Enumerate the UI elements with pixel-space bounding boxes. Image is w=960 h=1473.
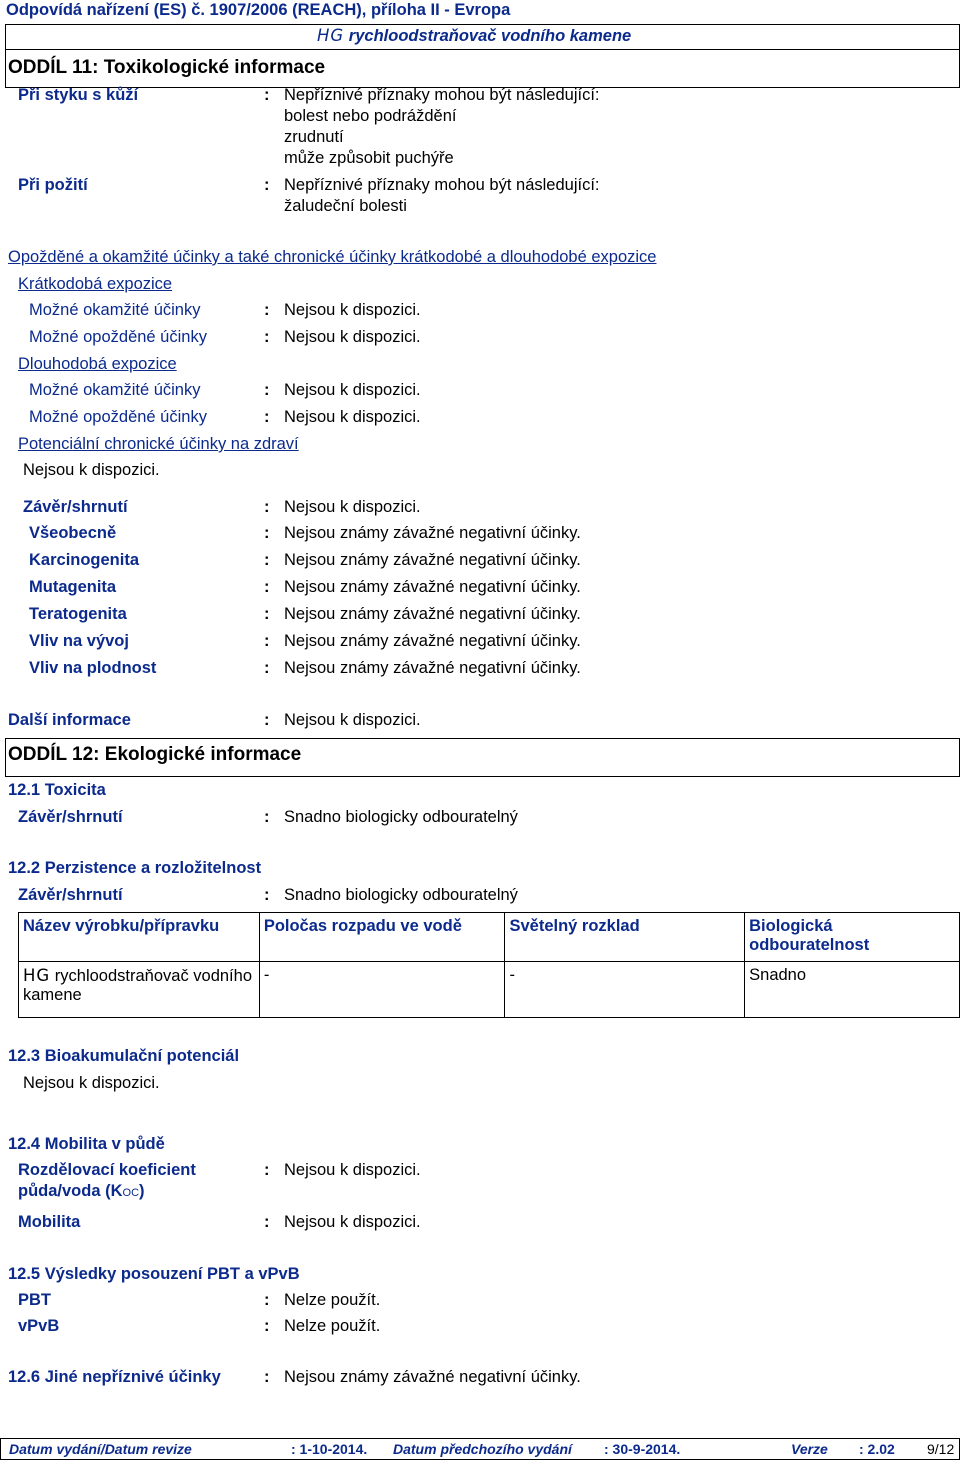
issue-date-label: Datum vydání/Datum revize <box>9 1441 192 1457</box>
persistence-heading: 12.2 Perzistence a rozložitelnost <box>8 859 262 877</box>
skin-line-1: Nepříznivé příznaky mohou být následující: <box>284 86 600 104</box>
colon: : <box>264 1213 270 1231</box>
ingestion-line-2: žaludeční bolesti <box>284 197 407 215</box>
hg-logo-mark: HG <box>317 26 345 45</box>
koc-label-line2 <box>18 1182 145 1201</box>
header-divider <box>5 49 960 50</box>
pbt-heading: 12.5 Výsledky posouzení PBT a vPvB <box>8 1265 300 1283</box>
other-info-value: Nejsou k dispozici. <box>284 711 421 729</box>
effect-carcinogenicity-label: Karcinogenita <box>29 551 140 569</box>
koc-value: Nejsou k dispozici. <box>284 1161 421 1179</box>
colon: : <box>264 578 270 596</box>
bioaccumulation-heading: 12.3 Bioakumulační potenciál <box>8 1047 240 1065</box>
colon: : <box>264 1161 270 1179</box>
effect-general-label: Všeobecně <box>29 524 117 542</box>
effect-development-label: Vliv na vývoj <box>29 632 129 650</box>
colon: : <box>264 1368 270 1386</box>
vpvb-label: vPvB <box>18 1317 60 1335</box>
mobility-value: Nejsou k dispozici. <box>284 1213 421 1231</box>
koc-label-line1: Rozdělovací koeficient <box>18 1161 196 1179</box>
long-delayed-label: Možné opožděné účinky <box>29 408 207 426</box>
skin-line-3: zrudnutí <box>284 128 344 146</box>
colon: : <box>264 605 270 623</box>
colon: : <box>264 808 270 826</box>
section12-title: ODDÍL 12: Ekologické informace <box>8 744 302 765</box>
skin-line-4: může způsobit puchýře <box>284 149 454 167</box>
other-effects-label: 12.6 Jiné nepříznivé účinky <box>8 1368 221 1386</box>
persistence-summary-value: Snadno biologicky odbouratelný <box>284 886 518 904</box>
other-effects-value: Nejsou známy závažné negativní účinky. <box>284 1368 581 1386</box>
version-label: Verze <box>791 1441 828 1457</box>
other-info-label: Další informace <box>8 711 131 729</box>
effect-development-value: Nejsou známy závažné negativní účinky. <box>284 632 581 650</box>
vpvb-value: Nelze použít. <box>284 1317 381 1335</box>
mobility-heading: 12.4 Mobilita v půdě <box>8 1135 165 1153</box>
chronic-value: Nejsou k dispozici. <box>23 461 160 479</box>
toxicity-heading: 12.1 Toxicita <box>8 781 106 799</box>
colon: : <box>264 381 270 399</box>
cell-halflife: - <box>259 962 505 1018</box>
colon: : <box>264 301 270 319</box>
hg-logo-mark: HG <box>23 966 51 985</box>
issue-date-value: : 1-10-2014. <box>291 1441 368 1457</box>
table-header-row <box>19 913 960 962</box>
short-delayed-value: Nejsou k dispozici. <box>284 328 421 346</box>
long-immediate-value: Nejsou k dispozici. <box>284 381 421 399</box>
effect-teratogenicity-label: Teratogenita <box>29 605 127 623</box>
footer <box>0 1438 960 1460</box>
effect-mutagenicity-value: Nejsou známy závažné negativní účinky. <box>284 578 581 596</box>
version-value: : 2.02 <box>859 1441 895 1457</box>
pbt-value: Nelze použít. <box>284 1291 381 1309</box>
koc-label-text: půda/voda (K <box>18 1182 123 1200</box>
effect-fertility-label: Vliv na plodnost <box>29 659 157 677</box>
colon: : <box>264 632 270 650</box>
short-term-heading: Krátkodobá expozice <box>18 275 173 293</box>
colon: : <box>264 659 270 677</box>
page-number: 9/12 <box>927 1441 955 1457</box>
delayed-effects-heading: Opožděné a okamžité účinky a také chronické účinky krátkodobé a dlouhodobé expozice <box>8 248 657 266</box>
colon: : <box>264 551 270 569</box>
bioaccumulation-value: Nejsou k dispozici. <box>23 1074 160 1092</box>
effect-carcinogenicity-value: Nejsou známy závažné negativní účinky. <box>284 551 581 569</box>
degradability-table <box>18 912 960 1018</box>
cell-biodegradability: Snadno <box>745 962 960 1018</box>
colon: : <box>264 86 270 104</box>
colon: : <box>264 1291 270 1309</box>
effect-mutagenicity-label: Mutagenita <box>29 578 117 596</box>
skin-contact-label: Při styku s kůží <box>18 86 139 104</box>
toxicity-summary-value: Snadno biologicky odbouratelný <box>284 808 518 826</box>
koc-subscript: OC <box>122 1187 140 1199</box>
short-immediate-label: Možné okamžité účinky <box>29 301 201 319</box>
column-header-photolysis: Světelný rozklad <box>505 913 745 962</box>
colon: : <box>264 176 270 194</box>
section11-title: ODDÍL 11: Toxikologické informace <box>8 57 326 78</box>
cell-product-name: rychloodstraňovač vodního kamene <box>23 967 252 1004</box>
product-title <box>317 26 631 46</box>
short-delayed-label: Možné opožděné účinky <box>29 328 207 346</box>
previous-date-label: Datum předchozího vydání <box>393 1441 572 1457</box>
toxicity-summary-label: Závěr/shrnutí <box>18 808 123 826</box>
long-delayed-value: Nejsou k dispozici. <box>284 408 421 426</box>
ingestion-line-1: Nepříznivé příznaky mohou být následující: <box>284 176 600 194</box>
effect-general-value: Nejsou známy závažné negativní účinky. <box>284 524 581 542</box>
regulation-header: Odpovídá nařízení (ES) č. 1907/2006 (REACH), příloha II - Evropa <box>6 1 511 19</box>
summary-value: Nejsou k dispozici. <box>284 498 421 516</box>
column-header-halflife: Poločas rozpadu ve vodě <box>259 913 505 962</box>
pbt-label: PBT <box>18 1291 51 1309</box>
ingestion-label: Při požití <box>18 176 88 194</box>
effect-fertility-value: Nejsou známy závažné negativní účinky. <box>284 659 581 677</box>
long-term-heading: Dlouhodobá expozice <box>18 355 177 373</box>
effect-teratogenicity-value: Nejsou známy závažné negativní účinky. <box>284 605 581 623</box>
colon: : <box>264 328 270 346</box>
colon: : <box>264 1317 270 1335</box>
long-immediate-label: Možné okamžité účinky <box>29 381 201 399</box>
previous-date-value: : 30-9-2014. <box>604 1441 681 1457</box>
colon: : <box>264 408 270 426</box>
colon: : <box>264 711 270 729</box>
koc-label-end: ) <box>139 1182 145 1200</box>
cell-photolysis: - <box>505 962 745 1018</box>
table-row <box>19 962 960 1018</box>
colon: : <box>264 498 270 516</box>
chronic-heading: Potenciální chronické účinky na zdraví <box>18 435 299 453</box>
persistence-summary-label: Závěr/shrnutí <box>18 886 123 904</box>
colon: : <box>264 886 270 904</box>
mobility-label: Mobilita <box>18 1213 81 1231</box>
column-header-biodegradability: Biologická odbouratelnost <box>745 913 960 962</box>
short-immediate-value: Nejsou k dispozici. <box>284 301 421 319</box>
cell-product <box>19 962 260 1018</box>
colon: : <box>264 524 270 542</box>
skin-line-2: bolest nebo podráždění <box>284 107 457 125</box>
product-name: rychloodstraňovač vodního kamene <box>348 27 632 45</box>
summary-label: Závěr/shrnutí <box>23 498 128 516</box>
column-header-product: Název výrobku/přípravku <box>19 913 260 962</box>
